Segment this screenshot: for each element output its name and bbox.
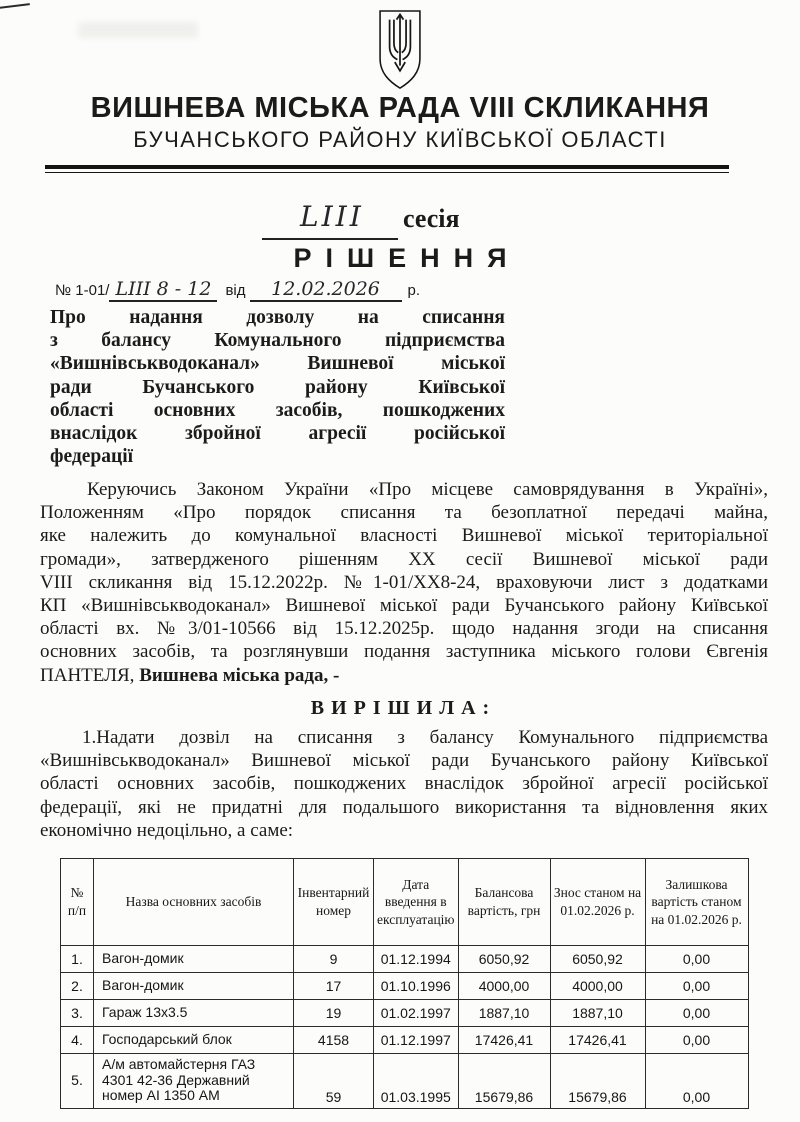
header-double-rule [45, 165, 729, 173]
assets-table-header-row [61, 859, 749, 946]
table-cell: 2. [61, 973, 94, 1000]
table-cell: 0,00 [645, 1000, 748, 1027]
text-line: «Вишнівськводоканал» Вишневої міської [50, 353, 505, 375]
preamble-paragraph [40, 478, 768, 687]
table-cell: Гараж 13х3.5 [94, 1000, 294, 1027]
table-cell: 15679,86 [550, 1054, 645, 1109]
session-label: сесія [403, 204, 460, 233]
council-title: ВИШНЕВА МІСЬКА РАДА VIII СКЛИКАННЯ [90, 92, 710, 124]
text-line: «Вишнівськводоканал» Вишневої міської ради Бучанського району Київської [40, 750, 768, 772]
decision-subject [50, 306, 505, 468]
text-line: КП «Вишнівськводоканал» Вишневої міської ради Бучанського району Київської [40, 595, 768, 617]
text-line: економічно недоцільно, а саме: [40, 819, 294, 841]
column-header: Дата введення в експлуатацію [374, 859, 459, 946]
table-cell: 15679,86 [458, 1054, 550, 1109]
decision-number-handwritten: LIII 8 - 12 [109, 278, 217, 302]
preamble-last-line [40, 664, 768, 687]
preamble-justified-lines [40, 478, 768, 664]
text-line: яке належить до комунальної власності Вишневої міської територіальної [40, 525, 768, 547]
table-cell: 59 [294, 1054, 374, 1109]
table-cell: 19 [294, 1000, 374, 1027]
table-cell: 4158 [294, 1027, 374, 1054]
table-cell: 0,00 [645, 1027, 748, 1054]
session-line [0, 200, 800, 245]
preamble-last-normal: ПАНТЕЛЯ, [40, 664, 140, 686]
text-line: федерації, які не придатні для подальшого використання та відновлення яких [40, 796, 768, 818]
column-header: Знос станом на 01.02.2026 р. [550, 859, 645, 946]
text-line: 1.Надати дозвіл на списання з балансу Комунального підприємства [82, 727, 768, 748]
table-cell: 6050,92 [458, 946, 550, 973]
column-header: Назва основних засобів [94, 859, 294, 946]
ukraine-trident-emblem-icon [374, 8, 426, 97]
decision-date-label: від [225, 282, 246, 299]
table-cell: 4000,00 [458, 973, 550, 1000]
table-cell: 17426,41 [550, 1027, 645, 1054]
scan-artifact-smudge [78, 22, 198, 38]
table-cell: Господарський блок [94, 1027, 294, 1054]
text-line: внаслідок збройної агресії російської [50, 423, 505, 445]
decision-heading: РІШЕННЯ [293, 243, 521, 273]
table-cell: 1887,10 [458, 1000, 550, 1027]
table-cell: 6050,92 [550, 946, 645, 973]
text-line: Керуючись Законом України «Про місцеве самоврядування в Україні», [87, 479, 768, 500]
table-cell: 3. [61, 1000, 94, 1027]
decision-number-line [55, 278, 755, 304]
decision-date-suffix: р. [407, 282, 421, 299]
table-cell: 4000,00 [550, 973, 645, 1000]
assets-table-body [61, 946, 749, 1109]
text-line: з балансу Комунального підприємства [50, 330, 505, 352]
table-row [61, 1054, 749, 1109]
table-row [61, 973, 749, 1000]
decision-number-prefix: № 1-01/ [55, 282, 110, 299]
column-header: Інвентарний номер [294, 859, 374, 946]
table-cell: 01.12.1997 [374, 1027, 459, 1054]
table-cell: 17426,41 [458, 1027, 550, 1054]
session-number-underline [262, 238, 398, 240]
table-cell: 5. [61, 1054, 94, 1109]
table-cell: 0,00 [645, 973, 748, 1000]
table-cell: 9 [294, 946, 374, 973]
table-row [61, 1027, 749, 1054]
column-header: № п/п [61, 859, 94, 946]
text-line: VIII скликання від 15.12.2022р. №1-01/ХХ8-24, враховуючи лист з додатками [40, 571, 768, 593]
table-cell: 0,00 [645, 946, 748, 973]
table-cell: А/м автомайстерня ГАЗ 4301 42-36 Державний номер АІ 1350 АМ [94, 1054, 294, 1109]
column-header: Балансова вартість, грн [458, 859, 550, 946]
preamble-last-bold: Вишнева міська рада, - [139, 664, 340, 686]
table-cell: 01.03.1995 [374, 1054, 459, 1109]
table-cell: 0,00 [645, 1054, 748, 1109]
text-line: області основних засобів, пошкоджених внаслідок збройної агресії російської [40, 773, 768, 795]
table-cell: 01.02.1997 [374, 1000, 459, 1027]
session-number-handwritten: LIII [300, 200, 364, 233]
decision-date-handwritten: 12.02.2026 [250, 278, 402, 302]
table-row [61, 946, 749, 973]
scan-artifact-line [0, 3, 30, 9]
text-line: основних засобів, та розглянувши подання заступника міського голови Євгенія [40, 641, 768, 663]
table-cell: 1887,10 [550, 1000, 645, 1027]
resolution-heading: ВИРІШИЛА: [310, 697, 497, 719]
table-cell: 01.12.1994 [374, 946, 459, 973]
column-header: Залишкова вартість станом на 01.02.2026 р. [645, 859, 748, 946]
text-line: Положенням «Про порядок списання та безоплатної передачі майна, [40, 502, 768, 524]
text-line: області вх. №3/01-10566 від 15.12.2025р. щодо надання згоди на списання [40, 618, 768, 640]
table-cell: 1. [61, 946, 94, 973]
table-cell: 4. [61, 1027, 94, 1054]
assets-table [60, 858, 749, 1109]
text-line: федерації [50, 446, 134, 468]
table-cell: Вагон-домик [94, 973, 294, 1000]
text-line: області основних засобів, пошкоджених [50, 399, 505, 421]
text-line: Про надання дозволу на списання [50, 307, 505, 328]
table-row [61, 1000, 749, 1027]
text-line: ради Бучанського району Київської [50, 376, 505, 398]
council-subtitle: БУЧАНСЬКОГО РАЙОНУ КИЇВСЬКОЇ ОБЛАСТІ [133, 127, 667, 152]
table-cell: Вагон-домик [94, 946, 294, 973]
table-cell: 17 [294, 973, 374, 1000]
resolution-item-1 [40, 726, 768, 842]
text-line: громади», затвердженого рішенням ХХ сесії Вишневої міської ради [40, 548, 768, 570]
table-cell: 01.10.1996 [374, 973, 459, 1000]
